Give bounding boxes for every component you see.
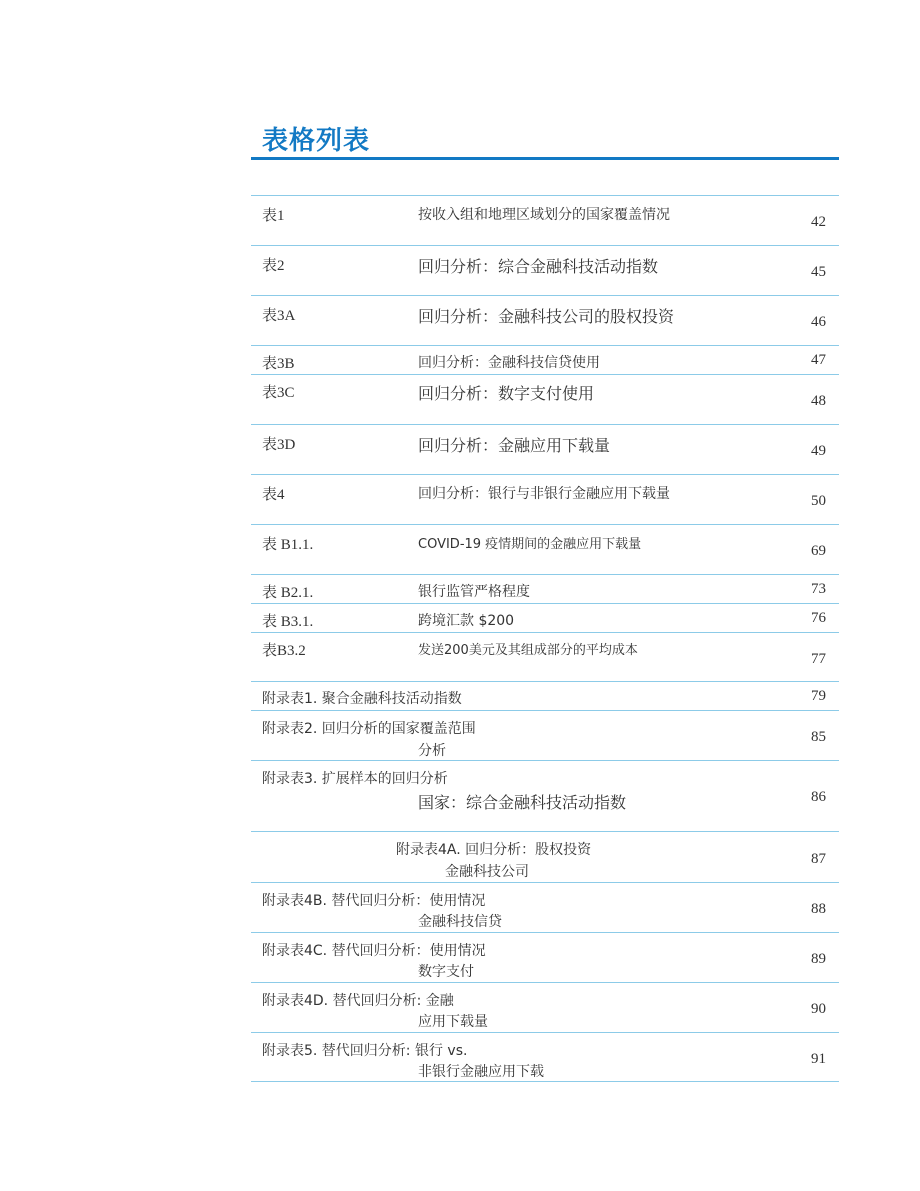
page-number: 76: [811, 610, 826, 626]
page-number: 91: [811, 1051, 826, 1067]
page-number: 87: [811, 851, 826, 867]
toc-row[interactable]: [251, 524, 839, 574]
table-label: 表4: [262, 487, 285, 503]
page-number: 45: [811, 264, 826, 280]
toc-row-annex[interactable]: [251, 882, 839, 932]
annex-title: 附录表4C. 替代回归分析：使用情况: [262, 943, 486, 959]
toc-row[interactable]: [251, 474, 839, 524]
table-title: 回归分析：金融科技公司的股权投资: [418, 307, 675, 326]
page-number: 46: [811, 314, 826, 330]
toc-row-annex[interactable]: [251, 710, 839, 760]
toc-row[interactable]: [251, 632, 839, 681]
page-title: 表格列表: [262, 126, 371, 156]
table-label: 表3A: [262, 308, 296, 324]
toc-row[interactable]: [251, 603, 839, 632]
table-label: 表1: [262, 208, 285, 224]
page-number: 85: [811, 729, 826, 745]
page-number: 48: [811, 393, 826, 409]
toc-row-annex[interactable]: [251, 932, 839, 982]
toc-row-annex[interactable]: [251, 681, 839, 710]
page-number: 89: [811, 951, 826, 967]
page-number: 73: [811, 581, 826, 597]
page-number: 86: [811, 789, 826, 805]
toc-row[interactable]: [251, 295, 839, 345]
annex-title: 附录表1. 聚合金融科技活动指数: [262, 691, 462, 707]
table-title: COVID-19 疫情期间的金融应用下载量: [418, 537, 642, 552]
table-label: 表 B2.1.: [262, 585, 314, 601]
annex-title-continued: 非银行金融应用下载: [418, 1064, 544, 1080]
table-title: 发送200美元及其组成部分的平均成本: [418, 643, 638, 658]
toc-row[interactable]: [251, 245, 839, 295]
page-number: 69: [811, 543, 826, 559]
annex-title: 附录表4B. 替代回归分析：使用情况: [262, 893, 486, 909]
annex-title-continued: 金融科技信贷: [418, 914, 502, 930]
page-number: 50: [811, 493, 826, 509]
page-number: 79: [811, 688, 826, 704]
annex-title: 附录表3. 扩展样本的回归分析: [262, 771, 448, 787]
table-of-tables: [251, 195, 839, 1082]
annex-title: 附录表4D. 替代回归分析: 金融: [262, 993, 454, 1009]
page-number: 42: [811, 214, 826, 230]
annex-title-continued: 应用下载量: [418, 1014, 488, 1030]
table-label: 表3C: [262, 385, 295, 401]
page-number: 47: [811, 352, 826, 368]
page-number: 90: [811, 1001, 826, 1017]
toc-row[interactable]: [251, 195, 839, 245]
annex-title: 附录表4A. 回归分析：股权投资: [396, 842, 592, 858]
annex-title-continued: 数字支付: [418, 964, 474, 980]
table-title: 按收入组和地理区域划分的国家覆盖情况: [418, 207, 670, 223]
table-label: 表 B1.1.: [262, 537, 314, 553]
page-number: 77: [811, 651, 826, 667]
table-label: 表B3.2: [262, 643, 306, 659]
title-underline: [251, 157, 839, 160]
toc-row[interactable]: [251, 345, 839, 374]
table-label: 表2: [262, 258, 285, 274]
toc-row-annex[interactable]: [251, 831, 839, 882]
table-label: 表3D: [262, 437, 296, 453]
page-number: 88: [811, 901, 826, 917]
table-title: 回归分析：银行与非银行金融应用下载量: [418, 486, 670, 502]
toc-row[interactable]: [251, 374, 839, 424]
page-number: 49: [811, 443, 826, 459]
table-title: 回归分析：数字支付使用: [418, 384, 595, 403]
table-label: 表 B3.1.: [262, 614, 314, 630]
toc-row-annex[interactable]: [251, 760, 839, 831]
table-title: 回归分析：金融科技信贷使用: [418, 355, 600, 371]
annex-title: 附录表5. 替代回归分析: 银行 vs.: [262, 1043, 468, 1059]
table-title: 回归分析：金融应用下载量: [418, 436, 611, 455]
annex-title-continued: 金融科技公司: [445, 864, 529, 880]
annex-title-continued: 国家：综合金融科技活动指数: [418, 793, 627, 812]
table-title: 回归分析：综合金融科技活动指数: [418, 257, 659, 276]
toc-row-annex[interactable]: [251, 1032, 839, 1082]
table-title: 跨境汇款 $200: [418, 613, 515, 629]
table-label: 表3B: [262, 356, 295, 372]
toc-row-annex[interactable]: [251, 982, 839, 1032]
annex-title: 附录表2. 回归分析的国家覆盖范围: [262, 721, 476, 737]
toc-row[interactable]: [251, 424, 839, 474]
annex-title-continued: 分析: [418, 743, 446, 759]
toc-row[interactable]: [251, 574, 839, 603]
table-title: 银行监管严格程度: [418, 584, 530, 600]
